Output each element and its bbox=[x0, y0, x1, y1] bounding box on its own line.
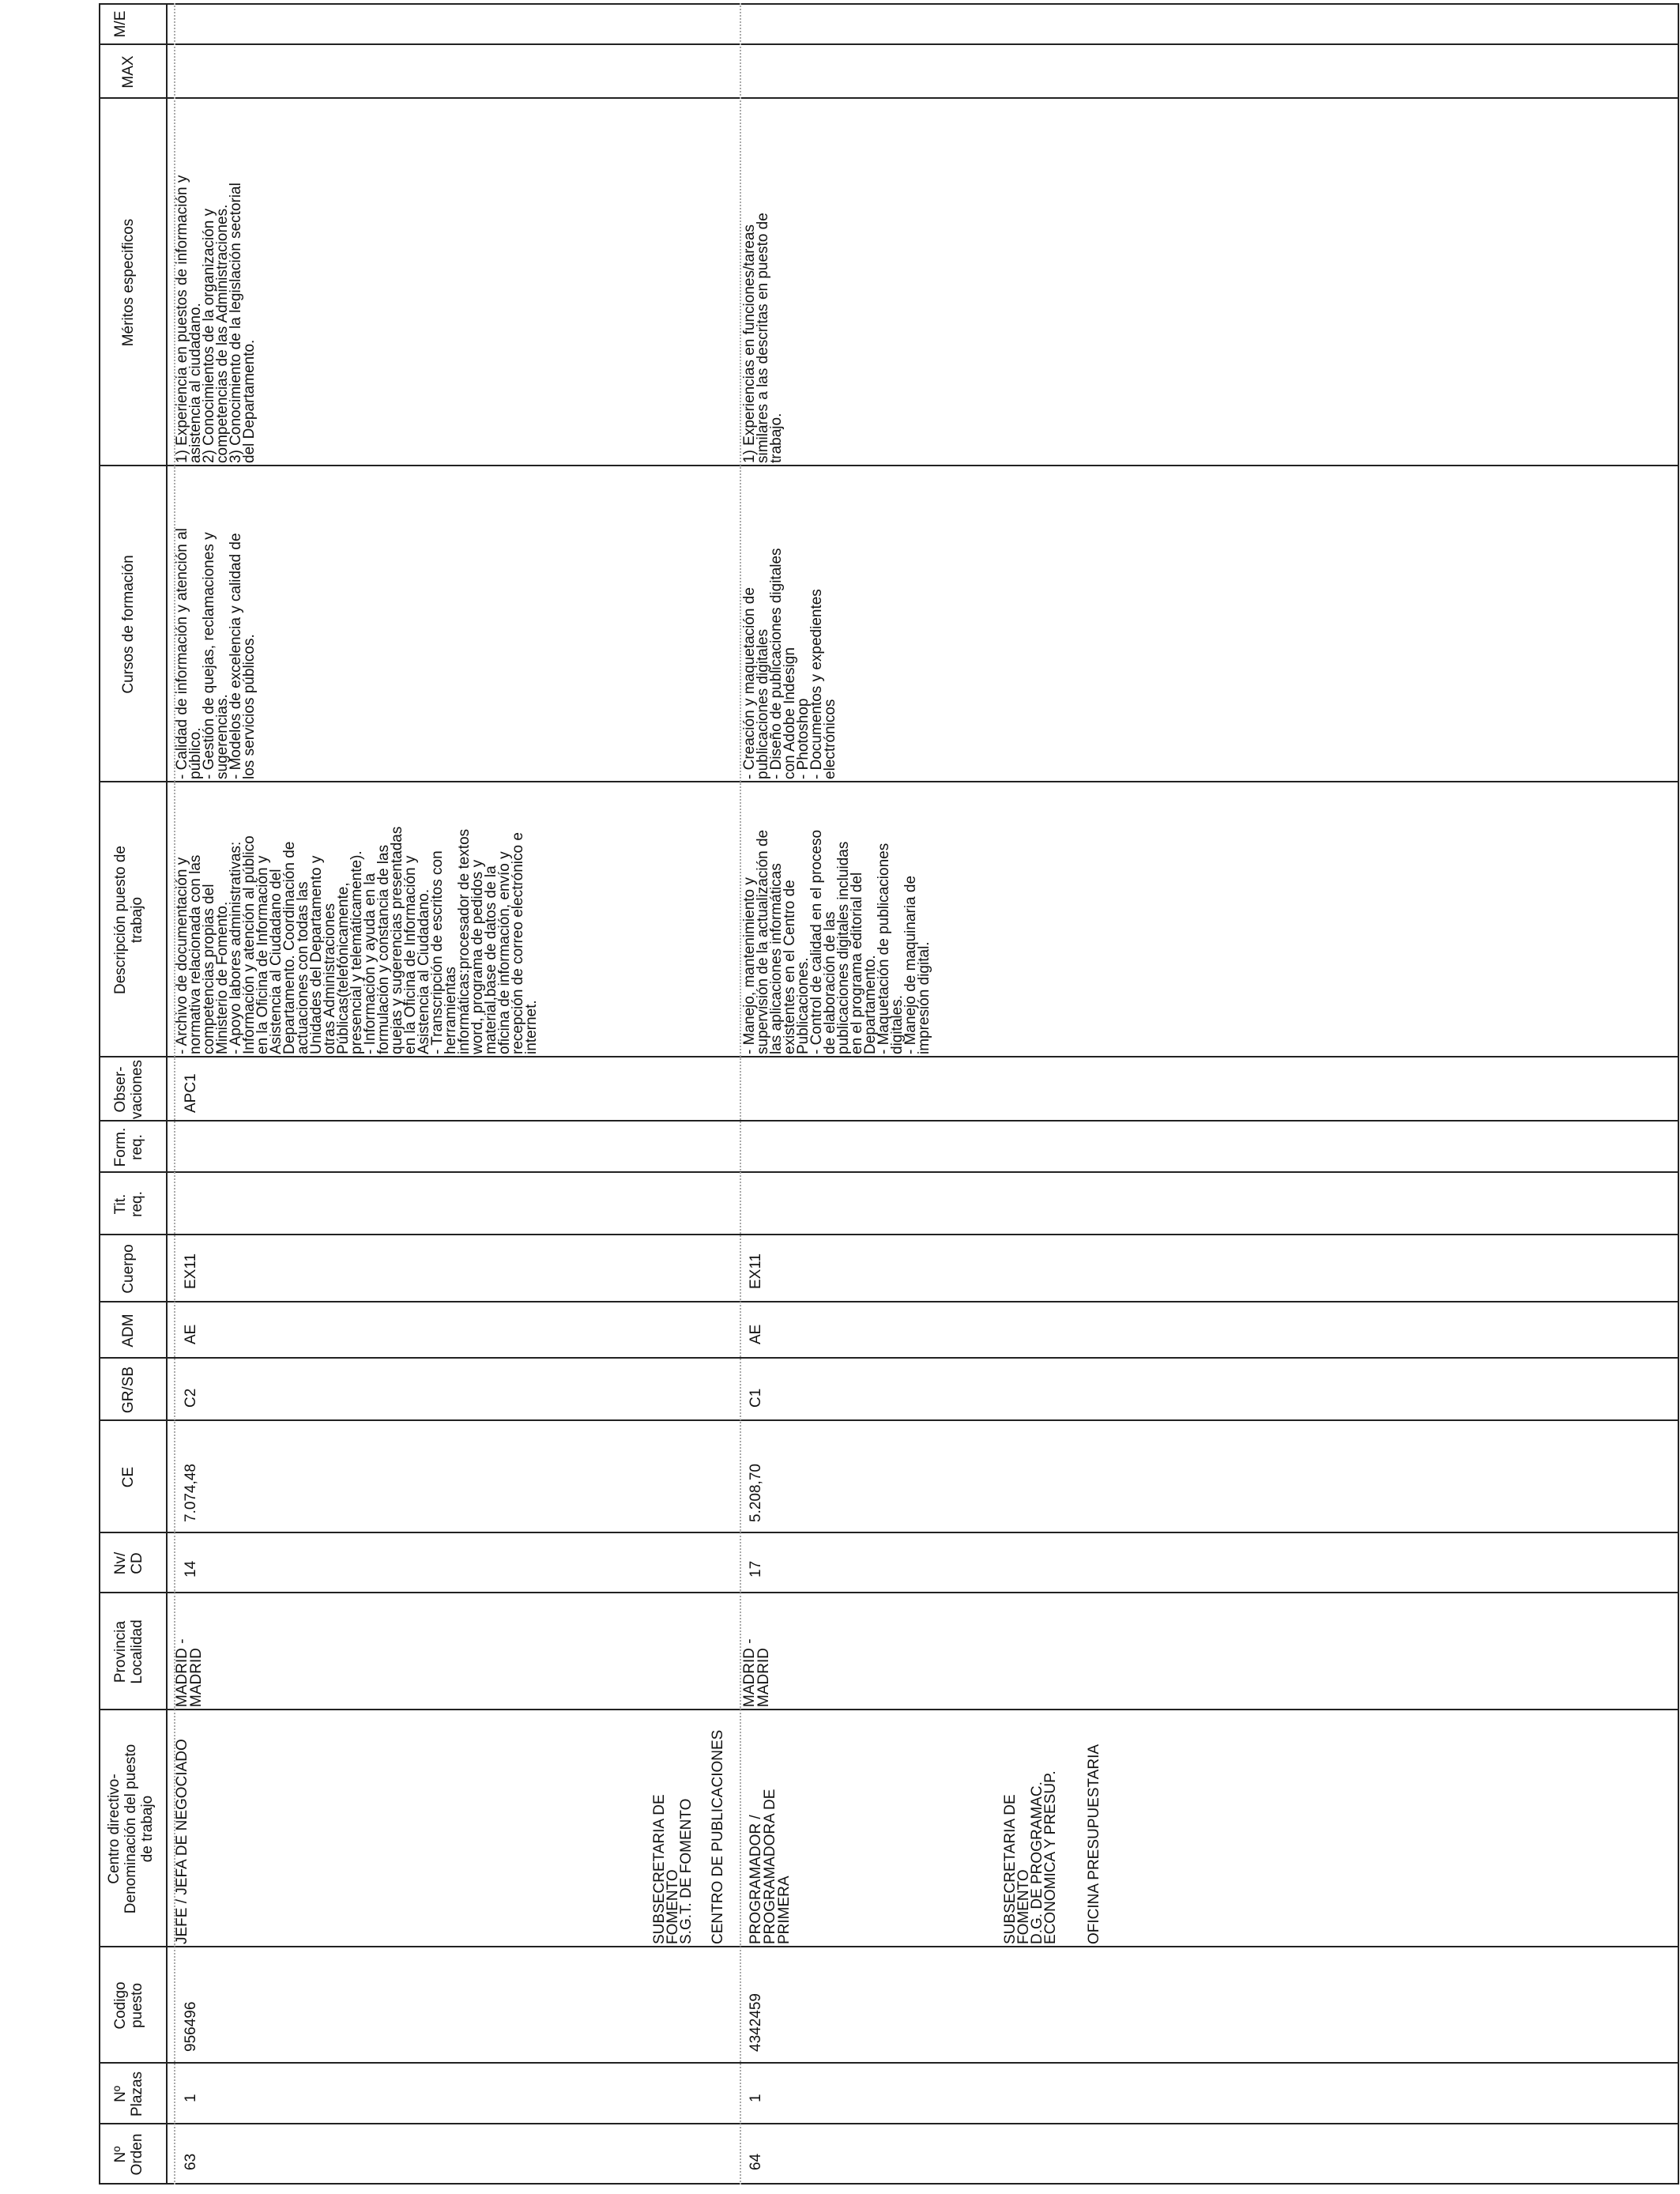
header-separator bbox=[166, 3, 168, 2185]
row-64-orden: 64 bbox=[748, 2153, 764, 2170]
row-63-observaciones: APC1 bbox=[183, 1073, 199, 1113]
col-sep bbox=[99, 1056, 1679, 1057]
header-adm: ADM bbox=[120, 1314, 137, 1348]
row-63-orden: 63 bbox=[183, 2153, 199, 2170]
header-me: M/E bbox=[112, 10, 129, 38]
row-63-denominacion: JEFE / JEFA DE NEGOCIADO bbox=[174, 1739, 190, 1944]
col-sep bbox=[99, 1234, 1679, 1235]
header-max: MAX bbox=[120, 55, 137, 89]
header-codigo: Codigo puesto bbox=[112, 1981, 145, 2030]
header-tit-req: Tit. req. bbox=[112, 1191, 145, 1217]
row-64-nivel: 17 bbox=[748, 1560, 764, 1578]
row-64-centro: SUBSECRETARIA DE FOMENTO D.G. DE PROGRAMAC. ECONOMICA Y PRESUP. bbox=[1002, 1770, 1059, 1944]
header-cuerpo: Cuerpo bbox=[120, 1244, 137, 1294]
row-64-meritos: 1) Experiencias en funciones/tareas similares a las descritas en puesto de trabajo. bbox=[741, 213, 785, 463]
row-64-ce: 5.208,70 bbox=[748, 1464, 764, 1522]
row-63-meritos: 1) Experiencia en puestos de información y asistencia al ciudadano. 2) Conocimientos de la organización y competencias de las Administraciones. 3) Conocimiento de la legislación sectorial del Departamento. bbox=[174, 175, 258, 463]
table-border bbox=[99, 3, 1679, 2185]
row-63-provincia: MADRID - MADRID bbox=[174, 1638, 205, 1707]
col-sep bbox=[99, 1301, 1679, 1302]
header-n-orden: Nº Orden bbox=[112, 2133, 145, 2176]
col-sep bbox=[99, 2062, 1679, 2064]
row-63-cuerpo: EX11 bbox=[183, 1253, 199, 1289]
col-sep bbox=[99, 1709, 1679, 1710]
row-63-codigo: 956496 bbox=[183, 2001, 199, 2052]
header-ce: CE bbox=[120, 1466, 137, 1488]
row-63-plazas: 1 bbox=[183, 2094, 199, 2102]
col-sep bbox=[99, 2123, 1679, 2124]
header-form-req: Form. req. bbox=[112, 1127, 145, 1167]
col-sep bbox=[99, 1171, 1679, 1173]
header-meritos: Méritos especificos bbox=[120, 218, 137, 347]
row-63-adm: AE bbox=[183, 1324, 199, 1344]
row-64-adm: AE bbox=[748, 1324, 764, 1344]
row-63-unidad: CENTRO DE PUBLICACIONES bbox=[710, 1729, 726, 1944]
header-centro: Centro directivo- Denominación del puesto de trabajo bbox=[106, 1744, 156, 1914]
row-63-centro: SUBSECRETARIA DE FOMENTO S.G.T. DE FOMENTO bbox=[651, 1794, 695, 1944]
col-sep bbox=[99, 43, 1679, 45]
header-nv-cd: Nv/ CD bbox=[112, 1551, 145, 1575]
row-64-cursos: - Creación y maquetación de publicaciones digitales - Diseño de publicaciones digitales con Adobe Indesign - Photoshop - Documentos y expedientes electrónicos bbox=[741, 548, 838, 779]
col-sep bbox=[99, 465, 1679, 466]
header-descripcion: Descripción puesto de trabajo bbox=[112, 846, 145, 994]
row-64-cuerpo: EX11 bbox=[748, 1253, 764, 1289]
col-sep bbox=[99, 97, 1679, 99]
header-provincia: Provincia Localidad bbox=[112, 1619, 145, 1684]
row-63-descripcion: - Archivo de documentación y normativa relacionada con las competencias propias del Ministerio de Fomento. - Apoyo labores administrativas: Información y atención al público en la Oficina de Información y Asistencia al Ciudadano del Departamento. Coordinación de actuaciones con todas las Unidades del Departamento y otras Administraciones Públicas(telefónicamente, presencial y telemáticamente). - Información y ayuda en la formulación y constancia de las quejas y sugerencias presentadas en la Oficina de Información y Asistencia al Ciudadano. - Transcripción de escritos con herramientas informáticas:procesador de textos word, programa de pedidos y material,base de datos de la oficina de información, envío y recepción de correo electrónico e internet. bbox=[174, 826, 540, 1054]
row-63-grupo: C2 bbox=[183, 1388, 199, 1408]
row-64-codigo: 4342459 bbox=[748, 1993, 764, 2052]
col-sep bbox=[99, 1532, 1679, 1533]
row-63-cursos: - Calidad de información y atención al público. - Gestión de quejas, reclamaciones y sugerencias. - Modelos de excelencia y calidad de los servicios públicos. bbox=[174, 528, 258, 779]
row-64-plazas: 1 bbox=[748, 2094, 764, 2102]
col-sep bbox=[99, 1946, 1679, 1947]
col-sep bbox=[99, 1419, 1679, 1421]
col-sep bbox=[99, 1592, 1679, 1593]
row-63-nivel: 14 bbox=[183, 1560, 199, 1578]
col-sep bbox=[99, 1357, 1679, 1359]
row-64-provincia: MADRID - MADRID bbox=[741, 1638, 772, 1707]
header-n-plazas: Nº Plazas bbox=[112, 2071, 145, 2117]
row-64-unidad: OFICINA PRESUPUESTARIA bbox=[1086, 1744, 1102, 1944]
header-observaciones: Obser- vaciones bbox=[112, 1060, 145, 1119]
header-gr-sb: GR/SB bbox=[120, 1366, 137, 1414]
row-64-descripcion: - Manejo, mantenimiento y supervisión de la actualización de las aplicaciones informáticas existentes en el Centro de Publicaciones. - Control de calidad en el proceso de elaboración de las publicaciones digitales incluidas en el programa editorial del Departamento. - Maquetación de publicaciones digitales. - Manejo de maquinaria de impresión digital. bbox=[741, 829, 932, 1054]
col-sep bbox=[99, 1120, 1679, 1122]
row-64-grupo: C1 bbox=[748, 1388, 764, 1408]
row-63-ce: 7.074,48 bbox=[183, 1464, 199, 1522]
row-64-denominacion: PROGRAMADOR / PROGRAMADORA DE PRIMERA bbox=[748, 1789, 793, 1944]
header-cursos: Cursos de formación bbox=[120, 555, 137, 694]
